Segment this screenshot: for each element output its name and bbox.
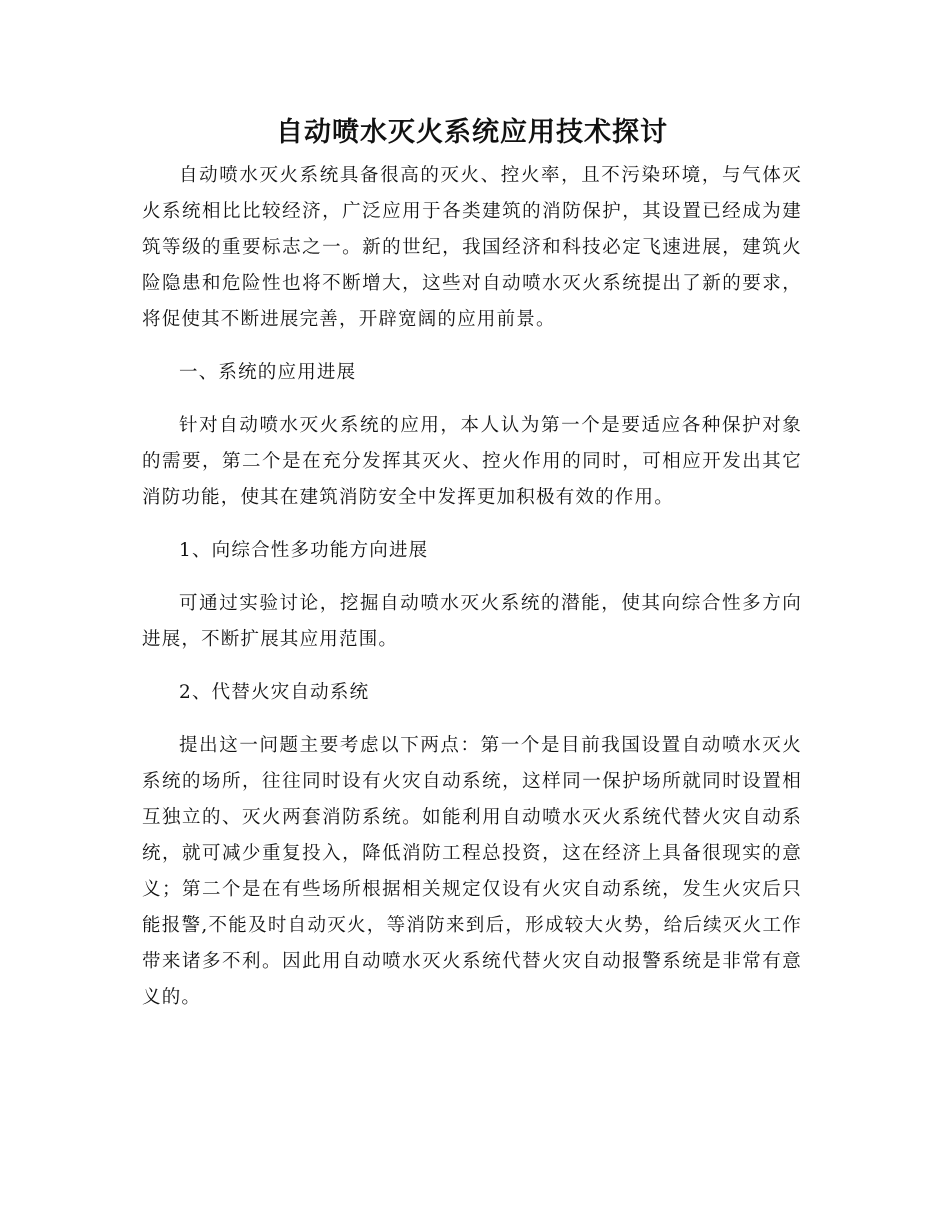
subsection-paragraph-multifunction: 可通过实验讨论，挖掘自动喷水灭火系统的潜能，使其向综合性多方向进展，不断扩展其应用范围。 <box>142 593 802 650</box>
subsection-heading-replace-alarm: 2、代替火灾自动系统 <box>179 682 370 703</box>
section-paragraph-system-development: 针对自动喷水灭火系统的应用，本人认为第一个是要适应各种保护对象的需要，第二个是在充分发挥其灭火、控火作用的同时，可相应开发出其它消防功能，使其在建筑消防安全中发挥更加积极有效的作用。 <box>142 415 802 508</box>
intro-paragraph: 自动喷水灭火系统具备很高的灭火、控火率，且不污染环境，与气体灭火系统相比比较经济，广泛应用于各类建筑的消防保护，其设置已经成为建筑等级的重要标志之一。新的世纪，我国经济和科技必定飞速进展，建筑火险隐患和危险性也将不断增大，这些对自动喷水灭火系统提出了新的要求，将促使其不断进展完善，开辟宽阔的应用前景。 <box>142 165 802 330</box>
subsection-paragraph-replace-alarm: 提出这一问题主要考虑以下两点：第一个是目前我国设置自动喷水灭火系统的场所，往往同时设有火灾自动系统，这样同一保护场所就同时设置相互独立的、灭火两套消防系统。如能利用自动喷水灭火系统代替火灾自动系统，就可减少重复投入，降低消防工程总投资，这在经济上具备很现实的意义；第二个是在有些场所根据相关规定仅设有火灾自动系统，发生火灾后只能报警,不能及时自动灭火，等消防来到后，形成较大火势，给后续灭火工作带来诸多不利。因此用自动喷水灭火系统代替火灾自动报警系统是非常有意义的。 <box>142 735 802 1008</box>
subsection-heading-multifunction: 1、向综合性多功能方向进展 <box>179 540 429 561</box>
document-body <box>142 108 802 1016</box>
section-heading-system-development: 一、系统的应用进展 <box>179 362 357 383</box>
document-title: 自动喷水灭火系统应用技术探讨 <box>276 117 668 148</box>
